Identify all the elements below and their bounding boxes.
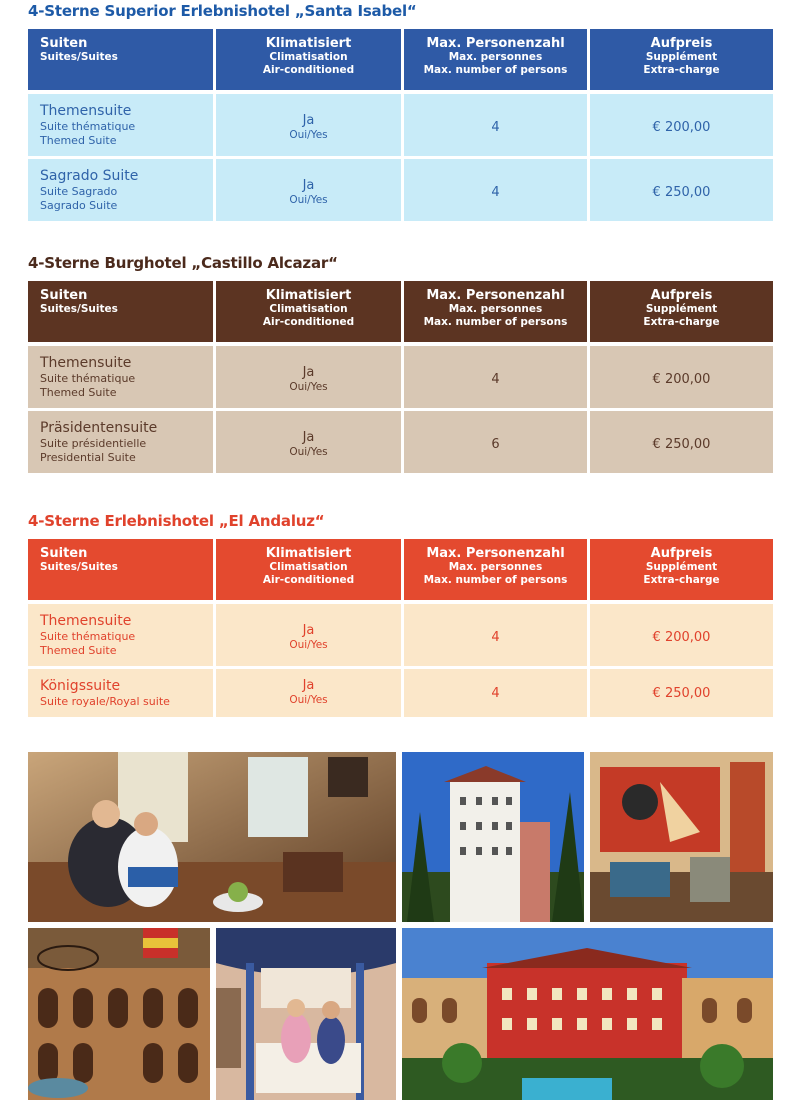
header-suites: Suiten Suites/Suites — [28, 281, 213, 342]
persons-cell: 4 — [404, 94, 587, 156]
ac-cell: Ja Oui/Yes — [216, 669, 401, 717]
hotel-title: 4-Sterne Burghotel „Castillo Alcazar“ — [28, 254, 338, 272]
header-max-persons: Max. Personenzahl Max. personnes Max. number of persons — [404, 29, 587, 90]
header-air-conditioned: Klimatisiert Climatisation Air-conditioned — [216, 539, 401, 600]
ac-cell: Ja Oui/Yes — [216, 411, 401, 473]
header-extra-charge: Aufpreis Supplément Extra-charge — [590, 539, 773, 600]
suite-name-cell: Themensuite Suite thématique Themed Suite — [28, 346, 213, 408]
suite-name-cell: Themensuite Suite thématique Themed Suite — [28, 94, 213, 156]
header-extra-charge: Aufpreis Supplément Extra-charge — [590, 281, 773, 342]
photo-lounge-guests — [28, 752, 396, 922]
photo-tower-building — [402, 752, 584, 922]
header-suites: Suiten Suites/Suites — [28, 29, 213, 90]
photo-red-hotel-exterior — [402, 928, 773, 1100]
hotel-section-el-andaluz — [28, 512, 773, 722]
hotel-section-castillo-alcazar — [28, 254, 773, 476]
price-cell: € 200,00 — [590, 604, 773, 666]
price-cell: € 250,00 — [590, 159, 773, 221]
price-cell: € 200,00 — [590, 94, 773, 156]
header-air-conditioned: Klimatisiert Climatisation Air-conditioned — [216, 281, 401, 342]
suite-name-cell: Themensuite Suite thématique Themed Suite — [28, 604, 213, 666]
ac-cell: Ja Oui/Yes — [216, 159, 401, 221]
persons-cell: 4 — [404, 346, 587, 408]
photo-royal-bedroom-couple — [216, 928, 396, 1100]
persons-cell: 4 — [404, 159, 587, 221]
price-cell: € 200,00 — [590, 346, 773, 408]
photo-themed-room-mural — [590, 752, 773, 922]
ac-cell: Ja Oui/Yes — [216, 346, 401, 408]
header-max-persons: Max. Personenzahl Max. personnes Max. number of persons — [404, 539, 587, 600]
header-air-conditioned: Klimatisiert Climatisation Air-conditioned — [216, 29, 401, 90]
persons-cell: 4 — [404, 669, 587, 717]
suite-name-cell: Sagrado Suite Suite Sagrado Sagrado Suite — [28, 159, 213, 221]
hotel-title: 4-Sterne Superior Erlebnishotel „Santa Isabel“ — [28, 2, 417, 20]
persons-cell: 4 — [404, 604, 587, 666]
price-cell: € 250,00 — [590, 411, 773, 473]
persons-cell: 6 — [404, 411, 587, 473]
header-max-persons: Max. Personenzahl Max. personnes Max. number of persons — [404, 281, 587, 342]
suite-name-cell: Königssuite Suite royale/Royal suite — [28, 669, 213, 717]
header-extra-charge: Aufpreis Supplément Extra-charge — [590, 29, 773, 90]
ac-cell: Ja Oui/Yes — [216, 94, 401, 156]
suite-name-cell: Präsidentensuite Suite présidentielle Presidential Suite — [28, 411, 213, 473]
ac-cell: Ja Oui/Yes — [216, 604, 401, 666]
header-suites: Suiten Suites/Suites — [28, 539, 213, 600]
photo-courtyard-atrium — [28, 928, 210, 1100]
hotel-section-santa-isabel — [28, 2, 773, 224]
price-cell: € 250,00 — [590, 669, 773, 717]
hotel-title: 4-Sterne Erlebnishotel „El Andaluz“ — [28, 512, 325, 530]
